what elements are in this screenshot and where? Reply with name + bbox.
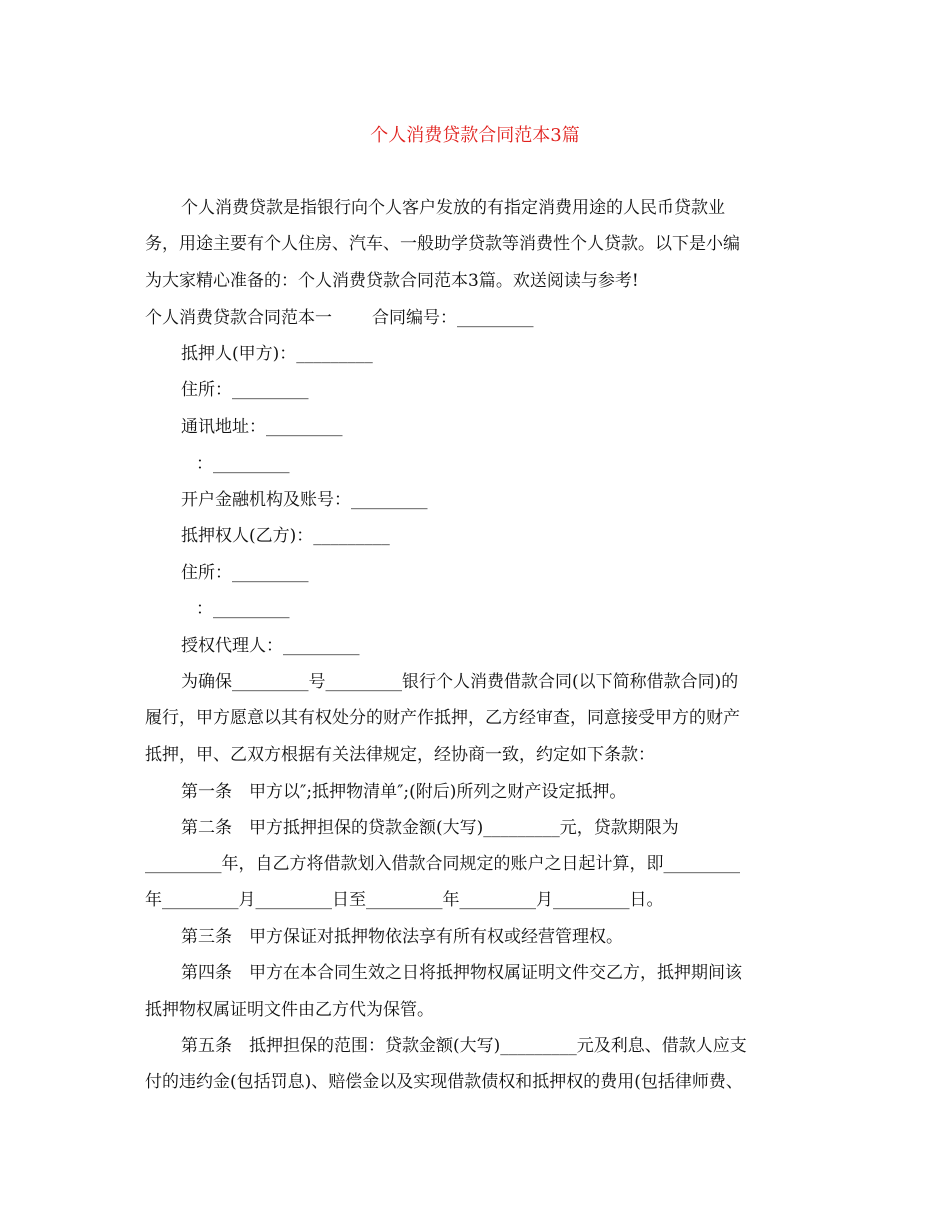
address-field-2: 住所：_________ (181, 563, 309, 583)
article-2-line-1: 第二条 甲方抵押担保的贷款金额(大写)_________元，贷款期限为 (181, 818, 679, 838)
article-5-line-2: 付的违约金(包括罚息)、赔偿金以及实现借款债权和抵押权的费用(包括律师费、 (145, 1072, 743, 1092)
blank-field-1: ：_________ (196, 454, 290, 474)
document-title: 个人消费贷款合同范本3篇 (370, 125, 580, 146)
article-3: 第三条 甲方保证对抵押物依法享有所有权或经营管理权。 (181, 927, 623, 947)
preamble-line-1: 为确保_________号_________银行个人消费借款合同(以下简称借款合同)的 (181, 672, 739, 692)
article-4-line-2: 抵押物权属证明文件由乙方代为保管。 (145, 1000, 434, 1020)
agent-field: 授权代理人：_________ (181, 636, 360, 656)
mortgagor-field: 抵押人(甲方)：_________ (181, 344, 373, 364)
intro-line-1: 个人消费贷款是指银行向个人客户发放的有指定消费用途的人民币贷款业 (181, 198, 725, 218)
address-field-1: 住所：_________ (181, 380, 309, 400)
intro-line-3: 为大家精心准备的：个人消费贷款合同范本3篇。欢送阅读与参考! (145, 271, 639, 291)
mortgagee-field: 抵押权人(乙方)：_________ (181, 526, 390, 546)
mail-address-field: 通讯地址：_________ (181, 417, 343, 437)
article-1: 第一条 甲方以″;抵押物清单″;(附后)所列之财产设定抵押。 (181, 782, 627, 802)
article-2-line-3: 年_________月_________日至_________年_________月_________日。 (145, 890, 664, 910)
contract-number-field: 合同编号：_________ (372, 308, 534, 328)
bank-account-field: 开户金融机构及账号：_________ (181, 490, 428, 510)
preamble-line-3: 抵押，甲、乙双方根据有关法律规定，经协商一致，约定如下条款： (145, 745, 655, 765)
preamble-line-2: 履行，甲方愿意以其有权处分的财产作抵押，乙方经审查，同意接受甲方的财产 (145, 708, 740, 728)
article-2-line-2: _________年，自乙方将借款划入借款合同规定的账户之日起计算，即_________ (145, 854, 740, 874)
intro-line-2: 务，用途主要有个人住房、汽车、一般助学贷款等消费性个人贷款。以下是小编 (145, 234, 740, 254)
blank-field-2: ：_________ (196, 599, 290, 619)
article-5-line-1: 第五条 抵押担保的范围：贷款金额(大写)_________元及利息、借款人应支 (181, 1036, 747, 1056)
article-4-line-1: 第四条 甲方在本合同生效之日将抵押物权属证明文件交乙方，抵押期间该 (181, 963, 742, 983)
section-heading (145, 306, 805, 330)
section-name: 个人消费贷款合同范本一 (145, 308, 332, 328)
